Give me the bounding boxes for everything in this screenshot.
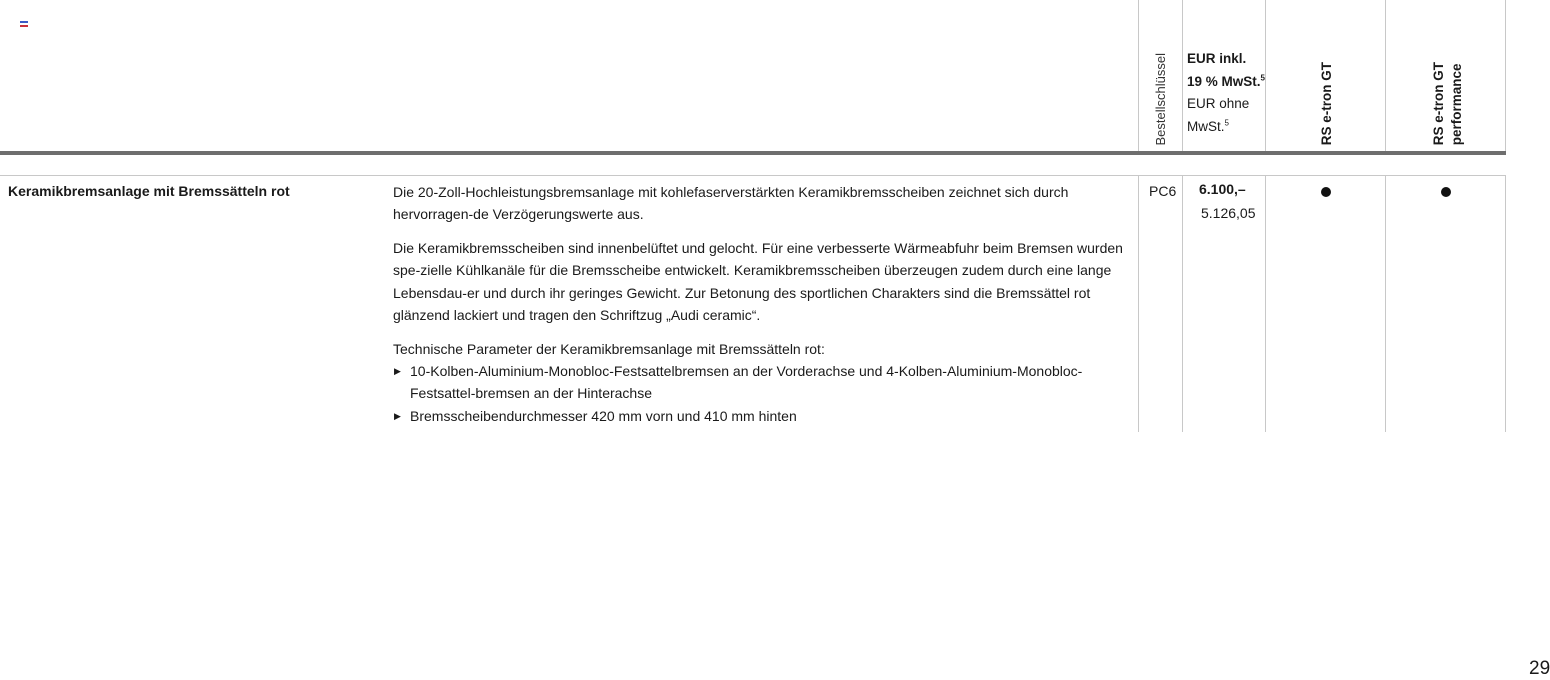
- model-rs-etron-gt-performance-header: RS e-tron GT performance: [1431, 61, 1464, 145]
- price-incl-header: EUR inkl.: [1187, 51, 1247, 66]
- header-rule: [0, 151, 1506, 155]
- column-divider: [1182, 176, 1183, 432]
- column-divider: [1265, 176, 1266, 432]
- bullet-icon: ▶: [394, 410, 401, 421]
- feature-name: Keramikbremsanlage mit Bremssätteln rot: [8, 183, 290, 199]
- parameter-list: [393, 360, 1128, 427]
- feature-description: [393, 181, 1128, 427]
- price-header: [1187, 48, 1265, 138]
- page-number: 29: [1529, 658, 1550, 679]
- price-incl-vat-header: 19 % MwSt.$^5$: [1187, 73, 1265, 89]
- order-key-header: Bestellschlüssel: [1153, 52, 1168, 145]
- order-code: PC6: [1149, 183, 1177, 199]
- column-divider: [1385, 0, 1386, 151]
- column-divider: [1505, 0, 1506, 151]
- column-divider: [1138, 176, 1139, 432]
- price-excl-vat: 5.126,05: [1201, 205, 1256, 221]
- price-excl-vat-header: MwSt.$^5$: [1187, 118, 1229, 134]
- column-divider: [1505, 176, 1506, 432]
- price-excl-header: EUR ohne: [1187, 96, 1250, 111]
- model-rs-etron-gt-header: RS e-tron GT: [1319, 61, 1334, 145]
- availability-dot-icon: [1441, 187, 1451, 197]
- description-paragraph: Die 20-Zoll-Hochleistungsbremsanlage mit kohlefaserverstärkten Keramikbremsscheiben zeichnet sich durch hervorragen-de Verzögerungswerte aus.: [393, 184, 1069, 223]
- column-divider: [1265, 0, 1266, 151]
- flag-icon: [20, 21, 28, 27]
- price-incl-vat: 6.100,–: [1199, 181, 1246, 197]
- list-item: ▶ Bremsscheibendurchmesser 420 mm vorn und 410 mm hinten: [393, 405, 1128, 427]
- column-divider: [1385, 176, 1386, 432]
- description-paragraph: Technische Parameter der Keramikbremsanlage mit Bremssätteln rot:: [393, 340, 825, 357]
- column-divider: [1182, 0, 1183, 151]
- availability-dot-icon: [1321, 187, 1331, 197]
- column-divider: [1138, 0, 1139, 151]
- bullet-icon: ▶: [394, 366, 401, 377]
- description-paragraph: Die Keramikbremsscheiben sind innenbelüftet und gelocht. Für eine verbesserte Wärmeabfuhr beim Bremsen wurden spe-zielle Kühlkanäle für die Bremsscheibe entwickelt. Keramikbremsscheiben überzeugen zudem durch eine lange Lebensdau-er und durch ihr geringes Gewicht. Zur Betonung des sportlichen Charakters sind die Bremssättel rot glänzend lackiert und tragen den Schriftzug „Audi ceramic“.: [393, 240, 1123, 323]
- list-item: ▶ 10-Kolben-Aluminium-Monobloc-Festsattelbremsen an der Vorderachse und 4-Kolben-Aluminium-Monobloc-Festsattel-bremsen an der Hinterachse: [393, 360, 1128, 405]
- row-rule: [0, 175, 1506, 176]
